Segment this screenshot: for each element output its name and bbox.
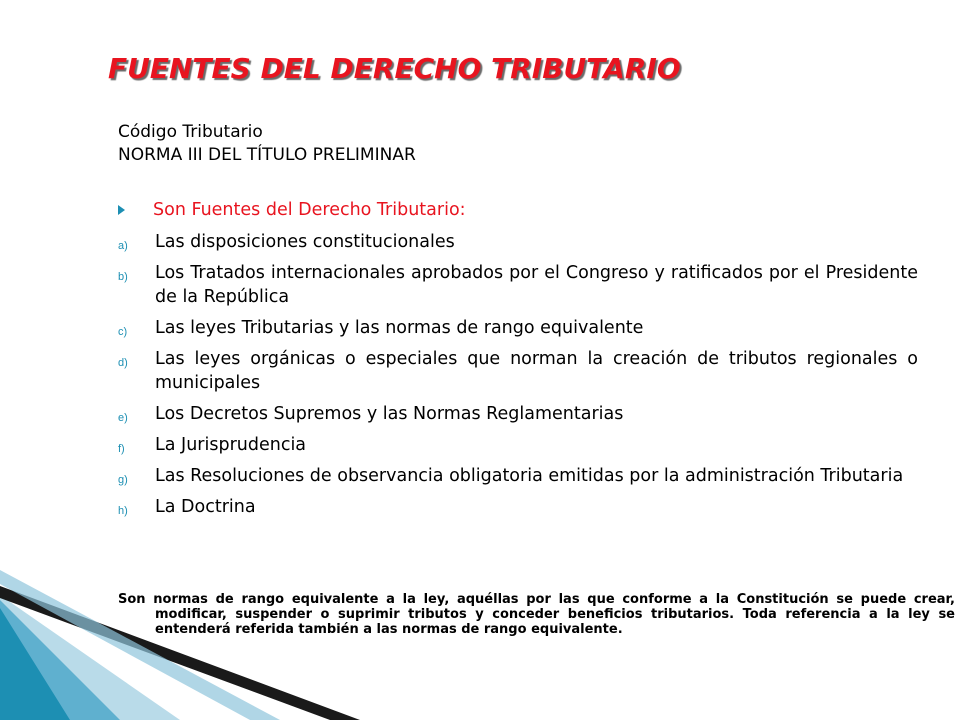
sources-list — [118, 230, 918, 526]
list-item — [118, 433, 918, 457]
list-item-text: Las leyes Tributarias y las normas de rango equivalente — [155, 318, 644, 338]
intro-text: Son Fuentes del Derecho Tributario: — [153, 200, 466, 220]
list-marker: c) — [118, 326, 128, 338]
list-item-text: Los Tratados internacionales aprobados por el Congreso y ratificados por el Presidente de la República — [155, 263, 918, 307]
list-marker: e) — [118, 412, 128, 424]
list-marker: f) — [118, 443, 125, 455]
list-item-text: La Jurisprudencia — [155, 435, 307, 455]
subheading-code: Código Tributario — [118, 122, 263, 142]
list-item-text: Las disposiciones constitucionales — [155, 232, 455, 252]
intro-line — [118, 200, 466, 220]
list-item-text: Los Decretos Supremos y las Normas Reglamentarias — [155, 404, 624, 424]
list-marker: b) — [118, 271, 128, 283]
list-item — [118, 347, 918, 395]
list-item-text: La Doctrina — [155, 497, 256, 517]
list-marker: g) — [118, 474, 128, 486]
list-item — [118, 402, 918, 426]
list-marker: h) — [118, 505, 128, 517]
footnote-paragraph: Son normas de rango equivalente a la ley, aquéllas por las que conforme a la Constitución se puede crear, modificar, suspender o suprimir tributos y conceder beneficios tributarios. Toda referencia a la ley se entenderá referida también a las normas de rango equivalente. — [118, 592, 955, 637]
arrow-bullet-icon — [118, 205, 125, 215]
slide-title: FUENTES DEL DERECHO TRIBUTARIO — [108, 52, 681, 85]
list-item-text: Las leyes orgánicas o especiales que norman la creación de tributos regionales o municipales — [155, 349, 918, 393]
list-item-text: Las Resoluciones de observancia obligatoria emitidas por la administración Tributaria — [155, 466, 904, 486]
list-item — [118, 464, 918, 488]
subheading — [118, 121, 416, 167]
list-item — [118, 230, 918, 254]
list-item — [118, 495, 918, 519]
list-item — [118, 261, 918, 309]
list-marker: a) — [118, 240, 128, 252]
subheading-norm: NORMA III DEL TÍTULO PRELIMINAR — [118, 145, 416, 165]
list-marker: d) — [118, 357, 128, 369]
list-item — [118, 316, 918, 340]
